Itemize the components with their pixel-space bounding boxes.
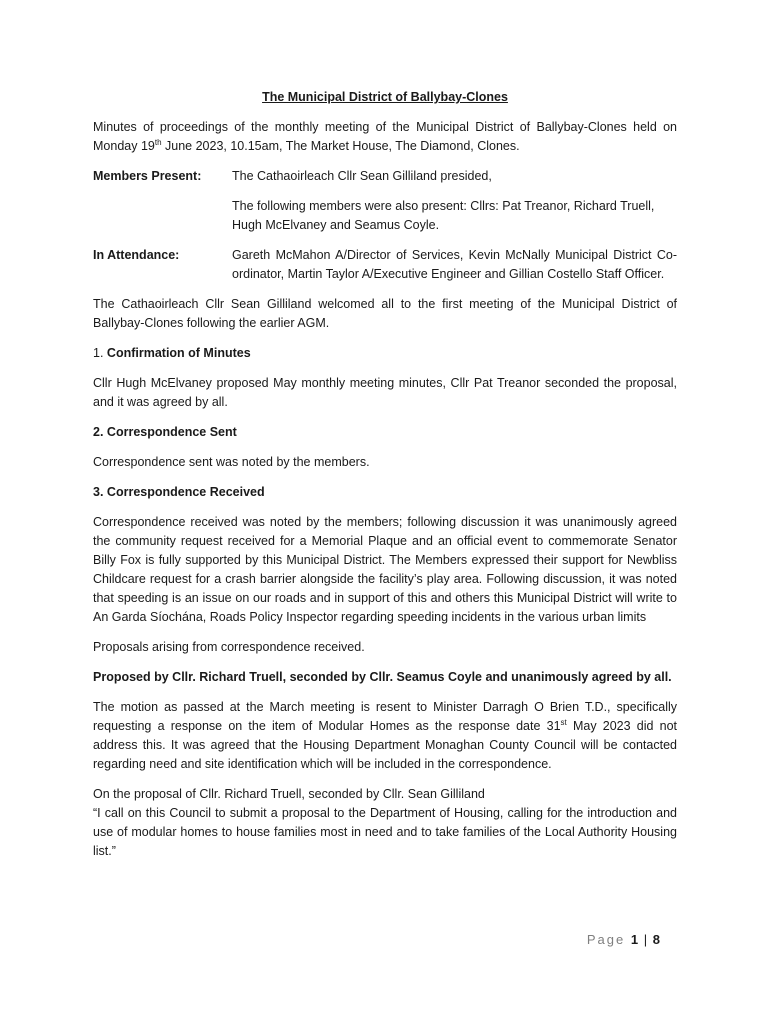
section-2-title: Correspondence Sent (106, 425, 237, 439)
proposal-line: On the proposal of Cllr. Richard Truell, seconded by Cllr. Sean Gilliland (93, 787, 485, 801)
motion-paragraph (93, 698, 677, 774)
proposals-paragraph: Proposals arising from correspondence received. (93, 640, 365, 654)
section-2-heading (93, 423, 677, 442)
section-2-text: Correspondence sent was noted by the members. (93, 455, 370, 469)
intro-text-b: June 2023, 10.15am, The Market House, The Diamond, Clones. (161, 139, 520, 153)
section-1-title: Confirmation of Minutes (106, 346, 251, 360)
proposal-quote: “I call on this Council to submit a proposal to the Department of Housing, calling for the introduction and use of modular homes to house families most in need and to take families of the Local Authority Housing list.” (93, 806, 677, 858)
proposed-paragraph: Proposed by Cllr. Richard Truell, seconded by Cllr. Seamus Coyle and unanimously agreed by all. (93, 670, 672, 684)
section-2-number: 2. (93, 425, 104, 439)
page-number: 1 (630, 932, 639, 947)
motion-text-a: The motion as passed at the March meeting is resent to Minister Darragh O Brien T.D., specifically requesting a response on the item of Modular Homes as the response date 31 (93, 700, 677, 733)
section-3-number: 3. (93, 485, 104, 499)
section-3-title: Correspondence Received (106, 485, 265, 499)
section-1-number: 1. (93, 346, 104, 360)
intro-paragraph (93, 118, 677, 156)
motion-text-b: May 2023 did not address this. It was agreed that the Housing Department Monaghan County Council will be contacted regarding need and site identification which will be included in the correspondence. (93, 719, 678, 771)
page-word: Page (586, 932, 626, 947)
intro-text-a: Minutes of proceedings of the monthly meeting of the Municipal District of Ballybay-Clones held on Monday 19 (93, 120, 677, 153)
members-present-label: Members Present: (93, 169, 202, 183)
members-present-value (232, 167, 677, 235)
section-3-text: Correspondence received was noted by the members; following discussion it was unanimously agreed the community request received for a Memorial Plaque and an official event to commemorate Senator Billy Fox is fully supported by this Municipal District. The Members expressed their support for Newbliss Childcare request for a crash barrier alongside the facility’s play area. Following discussion, it was noted that speeding is an issue on our roads and in support of this and others this Municipal District will write to An Garda Síochána, Roads Policy Inspector regarding speeding incidents in the various urban limits (93, 515, 677, 624)
members-present-list: The following members were also present: Cllrs: Pat Treanor, Richard Truell, Hugh McElvaney and Seamus Coyle. (232, 199, 655, 232)
document-page (93, 88, 677, 872)
welcome-paragraph: The Cathaoirleach Cllr Sean Gilliland welcomed all to the first meeting of the Municipal District of Ballybay-Clones following the earlier AGM. (93, 297, 677, 330)
section-1-heading (93, 344, 677, 363)
members-present-row (93, 167, 677, 235)
motion-superscript: st (560, 717, 567, 727)
page-separator: | (643, 932, 648, 947)
members-present-chair: The Cathaoirleach Cllr Sean Gilliland presided, (232, 169, 492, 183)
in-attendance-row (93, 246, 677, 284)
intro-superscript: th (154, 137, 162, 147)
in-attendance-label: In Attendance: (93, 248, 180, 262)
document-title: The Municipal District of Ballybay-Clones (262, 90, 508, 104)
in-attendance-value: Gareth McMahon A/Director of Services, Kevin McNally Municipal District Co-ordinator, Martin Taylor A/Executive Engineer and Gillian Costello Staff Officer. (232, 248, 677, 281)
page-total: 8 (652, 932, 660, 947)
proposal-quote-paragraph (93, 785, 677, 861)
section-1-text: Cllr Hugh McElvaney proposed May monthly meeting minutes, Cllr Pat Treanor seconded the proposal, and it was agreed by all. (93, 376, 677, 409)
section-3-heading (93, 483, 677, 502)
page-footer (587, 932, 660, 947)
